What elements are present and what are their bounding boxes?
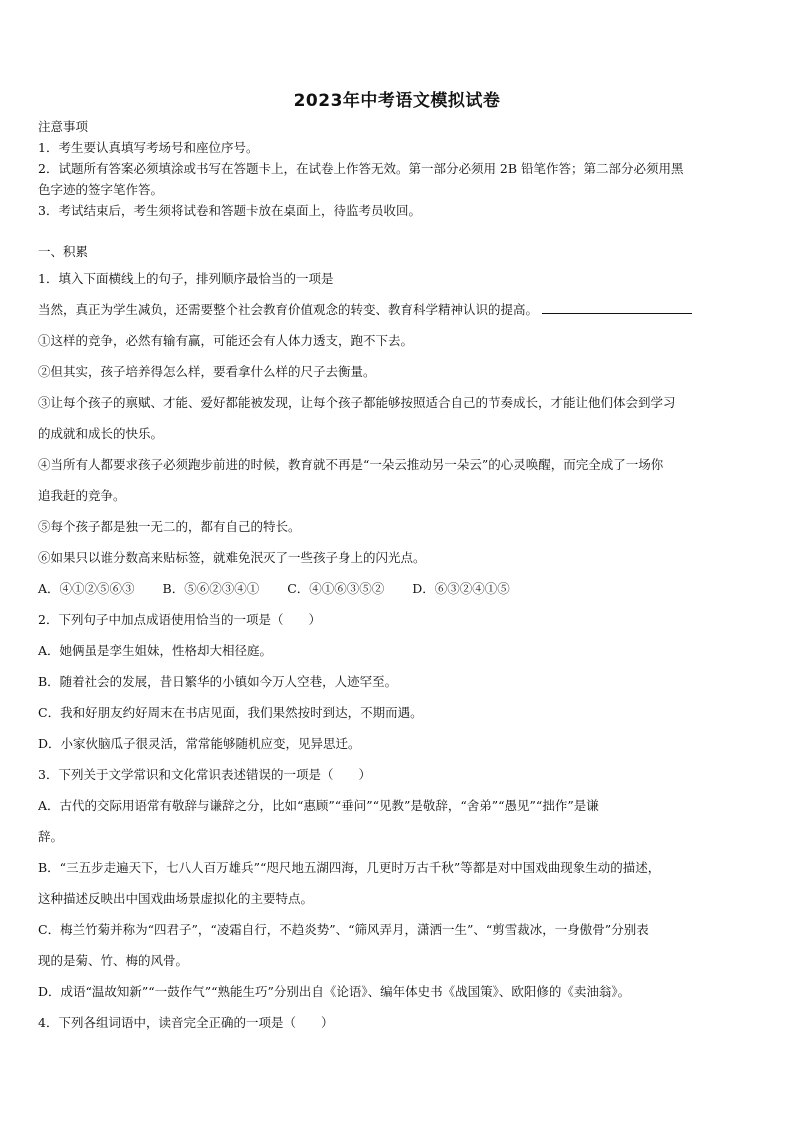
- question-1-stem: 1．填入下面横线上的句子，排列顺序最恰当的一项是: [38, 271, 334, 286]
- option-b[interactable]: B．⑤⑥②③④①: [162, 581, 260, 596]
- sentence: ④当所有人都要求孩子必须跑步前进的时候，教育就不再是“一朵云推动另一朵云”的心灵唤醒，而完全成了一场你: [38, 457, 664, 472]
- option-a[interactable]: A．古代的交际用语常有敬辞与谦辞之分，比如“惠顾”“垂问”“见教”是敬辞，“舍弟”“愚见”“拙作”是谦: [38, 798, 599, 813]
- option-d[interactable]: D．成语“温故知新”“一鼓作气”“熟能生巧”分别出自《论语》、编年体史书《战国策》、欧阳修的《卖油翁》。: [38, 984, 631, 999]
- question-1-options: [38, 580, 756, 598]
- notice-item: 色字迹的签字笔作答。: [38, 182, 164, 197]
- sentence: ③让每个孩子的禀赋、才能、爱好都能被发现，让每个孩子都能够按照适合自己的节奏成长，才能让他们体会到学习: [38, 395, 676, 410]
- option-a-cont: 辞。: [38, 829, 64, 844]
- option-b[interactable]: B．随着社会的发展，昔日繁华的小镇如今万人空巷，人迹罕至。: [38, 674, 398, 689]
- sentence-cont: 追我赶的竞争。: [38, 488, 126, 503]
- sentence: ⑥如果只以谁分数高来贴标签，就难免泯灭了一些孩子身上的闪光点。: [38, 550, 426, 565]
- section-heading: 一、积累: [38, 244, 89, 259]
- sentence: ①这样的竞争，必然有输有赢，可能还会有人体力透支，跑不下去。: [38, 333, 414, 348]
- option-c-cont: 现的是菊、竹、梅的风骨。: [38, 953, 189, 968]
- option-a[interactable]: A．她俩虽是孪生姐妹，性格却大相径庭。: [38, 643, 273, 658]
- option-b-cont: 这种描述反映出中国戏曲场景虚拟化的主要特点。: [38, 891, 314, 906]
- question-2-stem: 2．下列句子中加点成语使用恰当的一项是（ ）: [38, 612, 321, 627]
- notice-item: 3．考试结束后，考生须将试卷和答题卡放在桌面上，待监考员收回。: [38, 203, 421, 218]
- option-c[interactable]: C．我和好朋友约好周末在书店见面，我们果然按时到达，不期而遇。: [38, 705, 423, 720]
- notice-heading: 注意事项: [38, 119, 89, 134]
- option-d[interactable]: D．⑥③②④①⑤: [412, 581, 510, 596]
- sentence: ②但其实，孩子培养得怎么样，要看拿什么样的尺子去衡量。: [38, 364, 376, 379]
- option-c[interactable]: C．④①⑥③⑤②: [287, 581, 385, 596]
- option-a[interactable]: A．④①②⑤⑥③: [38, 581, 135, 596]
- sentence: ⑤每个孩子都是独一无二的，都有自己的特长。: [38, 519, 301, 534]
- page-title: 2023年中考语文模拟试卷: [293, 91, 501, 111]
- option-b[interactable]: B．“三五步走遍天下，七八人百万雄兵”“咫尺地五湖四海，几更时万古千秋”等都是对中国戏曲现象生动的描述，: [38, 860, 661, 875]
- option-c[interactable]: C．梅兰竹菊并称为“四君子”，“凌霜自行，不趋炎势”、“筛风弄月，潇洒一生”、“剪雪裁冰，一身傲骨”分别表: [38, 922, 649, 937]
- question-3-stem: 3．下列关于文学常识和文化常识表述错误的一项是（ ）: [38, 767, 371, 782]
- question-4-stem: 4．下列各组词语中，读音完全正确的一项是（ ）: [38, 1015, 334, 1030]
- notice-item: 2．试题所有答案必须填涂或书写在答题卡上，在试卷上作答无效。第一部分必须用 2B 铅笔作答；第二部分必须用黑: [38, 161, 684, 176]
- option-d[interactable]: D．小家伙脑瓜子很灵活，常常能够随机应变，见异思迁。: [38, 736, 361, 751]
- answer-blank[interactable]: [542, 301, 692, 314]
- lead-text: 当然，真正为学生减负，还需要整个社会教育价值观念的转变、教育科学精神认识的提高。: [38, 302, 539, 317]
- question-1-lead: [38, 301, 756, 319]
- notice-item: 1．考生要认真填写考场号和座位序号。: [38, 140, 259, 155]
- sentence-cont: 的成就和成长的快乐。: [38, 426, 164, 441]
